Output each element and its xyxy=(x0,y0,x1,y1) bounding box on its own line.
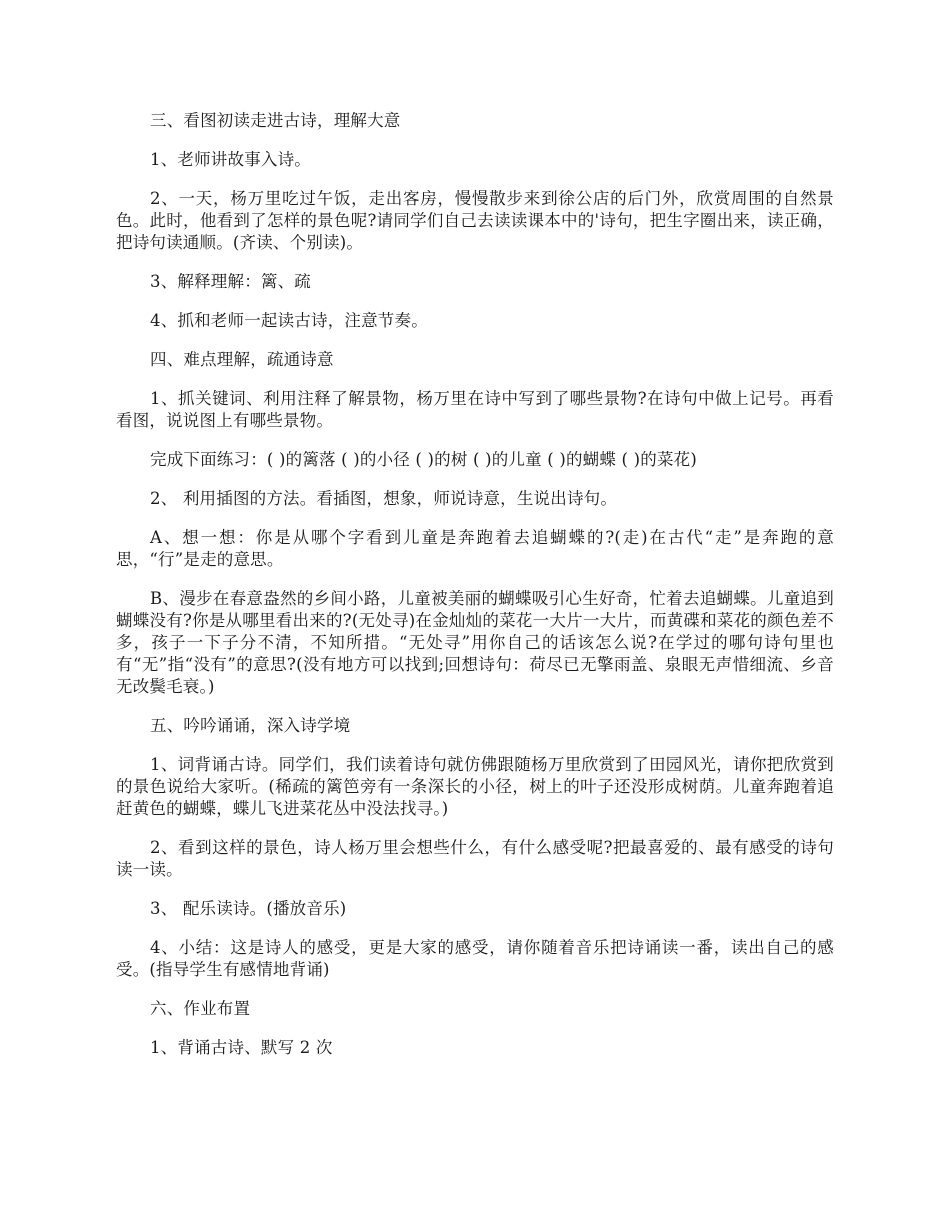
paragraph: 2、看到这样的景色，诗人杨万里会想些什么，有什么感受呢?把最喜爱的、最有感受的诗句读一读。 xyxy=(116,838,834,879)
paragraph: 4、小结：这是诗人的感受，更是大家的感受，请你随着音乐把诗诵读一番，读出自己的感受。(指导学生有感情地背诵) xyxy=(116,938,834,979)
paragraph: 1、抓关键词、利用注释了解景物，杨万里在诗中写到了哪些景物?在诗句中做上记号。再看看图，说说图上有哪些景物。 xyxy=(116,389,834,430)
section-heading-4: 四、难点理解，疏通诗意 xyxy=(150,350,334,369)
paragraph: 2、一天，杨万里吃过午饭，走出客房，慢慢散步来到徐公店的后门外，欣赏周围的自然景色。此时，他看到了怎样的景色呢?请同学们自己去读读课本中的'诗句，把生字圈出来，读正确，把诗句读通顺。(齐读、个别读)。 xyxy=(116,189,834,252)
paragraph: 2、 利用插图的方法。看插图，想象，师说诗意，生说出诗句。 xyxy=(150,489,618,508)
section-heading-5: 五、吟吟诵诵，深入诗学境 xyxy=(150,716,351,735)
paragraph: 1、背诵古诗、默写 2 次 xyxy=(150,1038,333,1057)
paragraph: 1、词背诵古诗。同学们，我们读着诗句就仿佛跟随杨万里欣赏到了田园风光，请你把欣赏到的景色说给大家听。(稀疏的篱笆旁有一条深长的小径，树上的叶子还没形成树荫。儿童奔跑着追赶黄色的蝴蝶，蝶儿飞进菜花丛中没法找寻。) xyxy=(116,755,834,818)
paragraph: 1、老师讲故事入诗。 xyxy=(150,150,311,169)
paragraph: 3、解释理解：篱、疏 xyxy=(150,272,311,291)
section-heading-3: 三、看图初读走进古诗，理解大意 xyxy=(150,111,401,130)
paragraph: 4、抓和老师一起读古诗，注意节奏。 xyxy=(150,311,428,330)
paragraph: A、想一想：你是从哪个字看到儿童是奔跑着去追蝴蝶的?(走)在古代“走”是奔跑的意思，“行”是走的意思。 xyxy=(116,528,834,569)
paragraph: B、漫步在春意盎然的乡间小路，儿童被美丽的蝴蝶吸引心生好奇，忙着去追蝴蝶。儿童追到蝴蝶没有?你是从哪里看出来的?(无处寻)在金灿灿的菜花一大片一大片，而黄碟和菜花的颜色差不多，孩子一下子分不清，不知所措。“无处寻”用你自己的话该怎么说?在学过的哪句诗句里也有“无”指“没有”的意思?(没有地方可以找到;回想诗句：荷尽已无擎雨盖、泉眼无声惜细流、乡音无改鬓毛衰。) xyxy=(116,589,834,696)
paragraph: 3、 配乐读诗。(播放音乐) xyxy=(150,899,347,918)
section-heading-6: 六、作业布置 xyxy=(150,999,251,1018)
exercise-line: 完成下面练习：( )的篱落 ( )的小径 ( )的树 ( )的儿童 ( )的蝴蝶 ( )的菜花) xyxy=(150,450,697,469)
